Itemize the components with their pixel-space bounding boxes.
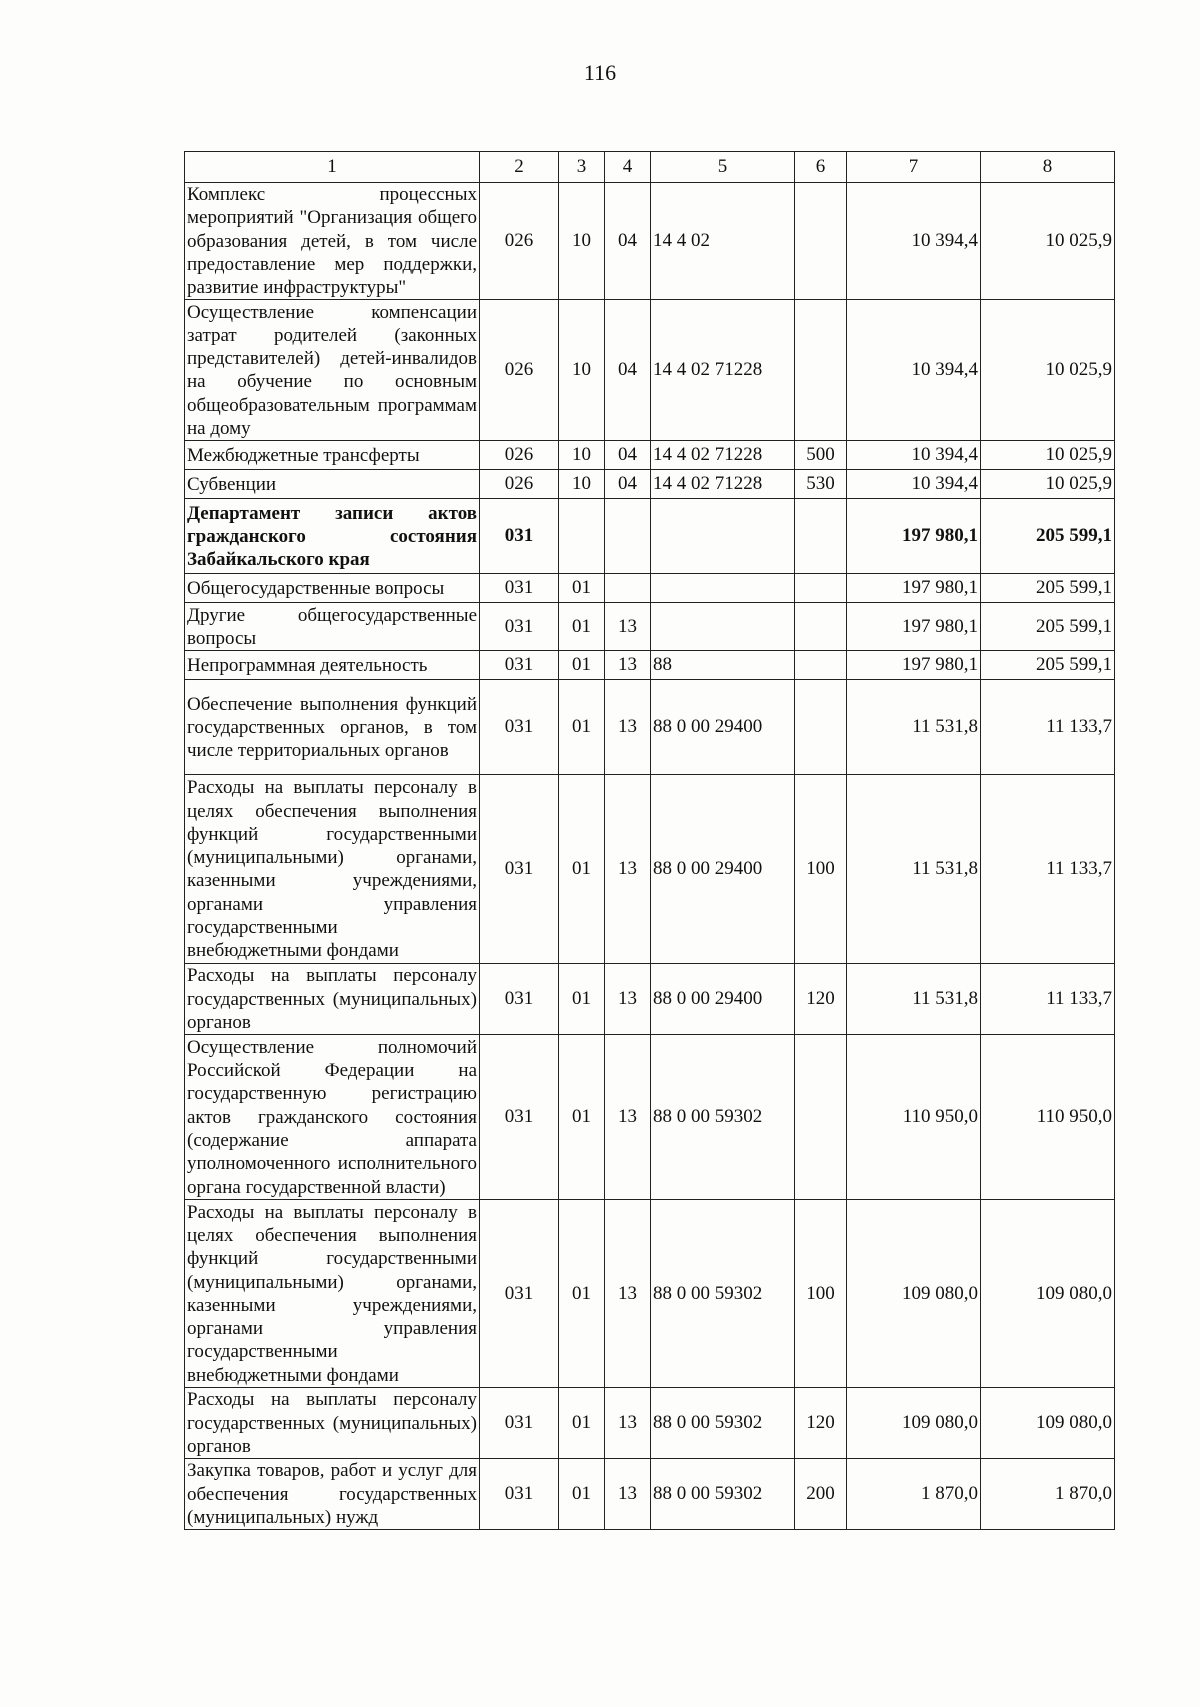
admin-code-cell: 031 [480, 1035, 559, 1200]
section-cell: 10 [559, 300, 605, 441]
amount-year1-cell: 109 080,0 [847, 1200, 981, 1388]
admin-code-cell: 026 [480, 470, 559, 499]
expense-type-cell: 120 [795, 964, 847, 1035]
row-name-cell: Другие общегосударственные вопросы [185, 603, 480, 651]
column-header: 4 [605, 152, 651, 183]
section-cell: 01 [559, 1388, 605, 1459]
column-header: 2 [480, 152, 559, 183]
section-cell: 01 [559, 775, 605, 964]
section-cell: 01 [559, 574, 605, 603]
column-header: 3 [559, 152, 605, 183]
admin-code-cell: 026 [480, 300, 559, 441]
row-name-cell: Закупка товаров, работ и услуг для обеспечения государственных (муниципальных) нужд [185, 1459, 480, 1530]
expense-type-cell: 100 [795, 775, 847, 964]
expense-type-cell: 500 [795, 441, 847, 470]
expense-type-cell [795, 1035, 847, 1200]
admin-code-cell: 031 [480, 1388, 559, 1459]
table-row [185, 964, 1115, 1035]
amount-year1-cell: 109 080,0 [847, 1388, 981, 1459]
target-article-cell: 88 [651, 651, 795, 680]
amount-year2-cell: 10 025,9 [981, 441, 1115, 470]
amount-year1-cell: 197 980,1 [847, 574, 981, 603]
row-name-cell: Осуществление компенсации затрат родителей (законных представителей) детей-инвалидов на обучение по основным общеобразовательным программам на дому [185, 300, 480, 441]
subsection-cell: 04 [605, 183, 651, 300]
subsection-cell [605, 499, 651, 574]
amount-year1-cell: 197 980,1 [847, 603, 981, 651]
subsection-cell: 04 [605, 300, 651, 441]
section-cell: 01 [559, 1035, 605, 1200]
admin-code-cell: 031 [480, 680, 559, 775]
expense-type-cell [795, 680, 847, 775]
target-article-cell: 14 4 02 71228 [651, 300, 795, 441]
subsection-cell: 13 [605, 1035, 651, 1200]
row-name-cell: Общегосударственные вопросы [185, 574, 480, 603]
column-header: 5 [651, 152, 795, 183]
amount-year2-cell: 205 599,1 [981, 603, 1115, 651]
table-row [185, 300, 1115, 441]
row-name-cell: Осуществление полномочий Российской Федерации на государственную регистрацию актов гражданского состояния (содержание аппарата уполномоченного исполнительного органа государственной власти) [185, 1035, 480, 1200]
column-header: 6 [795, 152, 847, 183]
column-header: 7 [847, 152, 981, 183]
admin-code-cell: 031 [480, 775, 559, 964]
expense-type-cell [795, 651, 847, 680]
budget-table [184, 151, 1115, 1530]
table-row [185, 1035, 1115, 1200]
subsection-cell: 13 [605, 964, 651, 1035]
expense-type-cell: 120 [795, 1388, 847, 1459]
section-cell: 01 [559, 1200, 605, 1388]
table-row [185, 470, 1115, 499]
admin-code-cell: 026 [480, 183, 559, 300]
amount-year1-cell: 10 394,4 [847, 470, 981, 499]
table-row [185, 1459, 1115, 1530]
section-cell: 01 [559, 964, 605, 1035]
target-article-cell: 14 4 02 [651, 183, 795, 300]
target-article-cell: 88 0 00 59302 [651, 1200, 795, 1388]
table-row [185, 680, 1115, 775]
row-name-cell: Расходы на выплаты персоналу государственных (муниципальных) органов [185, 964, 480, 1035]
row-name-cell: Расходы на выплаты персоналу в целях обеспечения выполнения функций государственными (муниципальными) органами, казенными учреждениями, органами управления государственными внебюджетными фондами [185, 1200, 480, 1388]
section-cell: 01 [559, 603, 605, 651]
target-article-cell: 14 4 02 71228 [651, 470, 795, 499]
expense-type-cell [795, 300, 847, 441]
amount-year2-cell: 1 870,0 [981, 1459, 1115, 1530]
target-article-cell [651, 603, 795, 651]
amount-year2-cell: 10 025,9 [981, 300, 1115, 441]
amount-year2-cell: 205 599,1 [981, 499, 1115, 574]
expense-type-cell: 530 [795, 470, 847, 499]
admin-code-cell: 031 [480, 651, 559, 680]
target-article-cell: 88 0 00 59302 [651, 1459, 795, 1530]
row-name-cell: Департамент записи актов гражданского состояния Забайкальского края [185, 499, 480, 574]
section-cell: 01 [559, 651, 605, 680]
row-name-cell: Комплекс процессных мероприятий "Организация общего образования детей, в том числе предоставление мер поддержки, развитие инфраструктуры" [185, 183, 480, 300]
amount-year2-cell: 110 950,0 [981, 1035, 1115, 1200]
amount-year2-cell: 11 133,7 [981, 680, 1115, 775]
target-article-cell: 88 0 00 59302 [651, 1035, 795, 1200]
amount-year1-cell: 11 531,8 [847, 964, 981, 1035]
table-row [185, 1200, 1115, 1388]
admin-code-cell: 031 [480, 1200, 559, 1388]
amount-year2-cell: 109 080,0 [981, 1388, 1115, 1459]
amount-year1-cell: 10 394,4 [847, 441, 981, 470]
row-name-cell: Непрограммная деятельность [185, 651, 480, 680]
subsection-cell: 13 [605, 651, 651, 680]
subsection-cell: 13 [605, 680, 651, 775]
table-row [185, 775, 1115, 964]
amount-year2-cell: 10 025,9 [981, 470, 1115, 499]
table-row [185, 183, 1115, 300]
admin-code-cell: 031 [480, 499, 559, 574]
subsection-cell: 13 [605, 1459, 651, 1530]
expense-type-cell [795, 574, 847, 603]
target-article-cell: 88 0 00 59302 [651, 1388, 795, 1459]
table-row [185, 1388, 1115, 1459]
amount-year2-cell: 11 133,7 [981, 775, 1115, 964]
amount-year2-cell: 205 599,1 [981, 651, 1115, 680]
section-cell [559, 499, 605, 574]
target-article-cell: 88 0 00 29400 [651, 775, 795, 964]
table-row [185, 499, 1115, 574]
target-article-cell [651, 499, 795, 574]
amount-year2-cell: 10 025,9 [981, 183, 1115, 300]
subsection-cell: 13 [605, 603, 651, 651]
header-row [185, 152, 1115, 183]
row-name-cell: Расходы на выплаты персоналу государственных (муниципальных) органов [185, 1388, 480, 1459]
target-article-cell: 14 4 02 71228 [651, 441, 795, 470]
column-header: 8 [981, 152, 1115, 183]
admin-code-cell: 031 [480, 964, 559, 1035]
amount-year2-cell: 205 599,1 [981, 574, 1115, 603]
subsection-cell: 04 [605, 470, 651, 499]
amount-year1-cell: 10 394,4 [847, 300, 981, 441]
amount-year1-cell: 110 950,0 [847, 1035, 981, 1200]
section-cell: 10 [559, 441, 605, 470]
amount-year2-cell: 11 133,7 [981, 964, 1115, 1035]
section-cell: 01 [559, 680, 605, 775]
target-article-cell [651, 574, 795, 603]
admin-code-cell: 031 [480, 1459, 559, 1530]
admin-code-cell: 031 [480, 574, 559, 603]
expense-type-cell: 200 [795, 1459, 847, 1530]
row-name-cell: Субвенции [185, 470, 480, 499]
table-row [185, 574, 1115, 603]
expense-type-cell [795, 499, 847, 574]
admin-code-cell: 031 [480, 603, 559, 651]
expense-type-cell [795, 603, 847, 651]
target-article-cell: 88 0 00 29400 [651, 964, 795, 1035]
row-name-cell: Межбюджетные трансферты [185, 441, 480, 470]
amount-year2-cell: 109 080,0 [981, 1200, 1115, 1388]
amount-year1-cell: 197 980,1 [847, 651, 981, 680]
section-cell: 10 [559, 183, 605, 300]
subsection-cell: 04 [605, 441, 651, 470]
page-number: 116 [583, 60, 617, 85]
amount-year1-cell: 1 870,0 [847, 1459, 981, 1530]
expense-type-cell [795, 183, 847, 300]
table-row [185, 651, 1115, 680]
subsection-cell: 13 [605, 1200, 651, 1388]
amount-year1-cell: 11 531,8 [847, 680, 981, 775]
subsection-cell: 13 [605, 775, 651, 964]
amount-year1-cell: 10 394,4 [847, 183, 981, 300]
amount-year1-cell: 197 980,1 [847, 499, 981, 574]
expense-type-cell: 100 [795, 1200, 847, 1388]
table-row [185, 603, 1115, 651]
column-header: 1 [185, 152, 480, 183]
admin-code-cell: 026 [480, 441, 559, 470]
target-article-cell: 88 0 00 29400 [651, 680, 795, 775]
table-row [185, 441, 1115, 470]
section-cell: 01 [559, 1459, 605, 1530]
row-name-cell: Расходы на выплаты персоналу в целях обеспечения выполнения функций государственными (муниципальными) органами, казенными учреждениями, органами управления государственными внебюджетными фондами [185, 775, 480, 964]
subsection-cell: 13 [605, 1388, 651, 1459]
amount-year1-cell: 11 531,8 [847, 775, 981, 964]
section-cell: 10 [559, 470, 605, 499]
subsection-cell [605, 574, 651, 603]
row-name-cell: Обеспечение выполнения функций государственных органов, в том числе территориальных органов [185, 680, 480, 775]
